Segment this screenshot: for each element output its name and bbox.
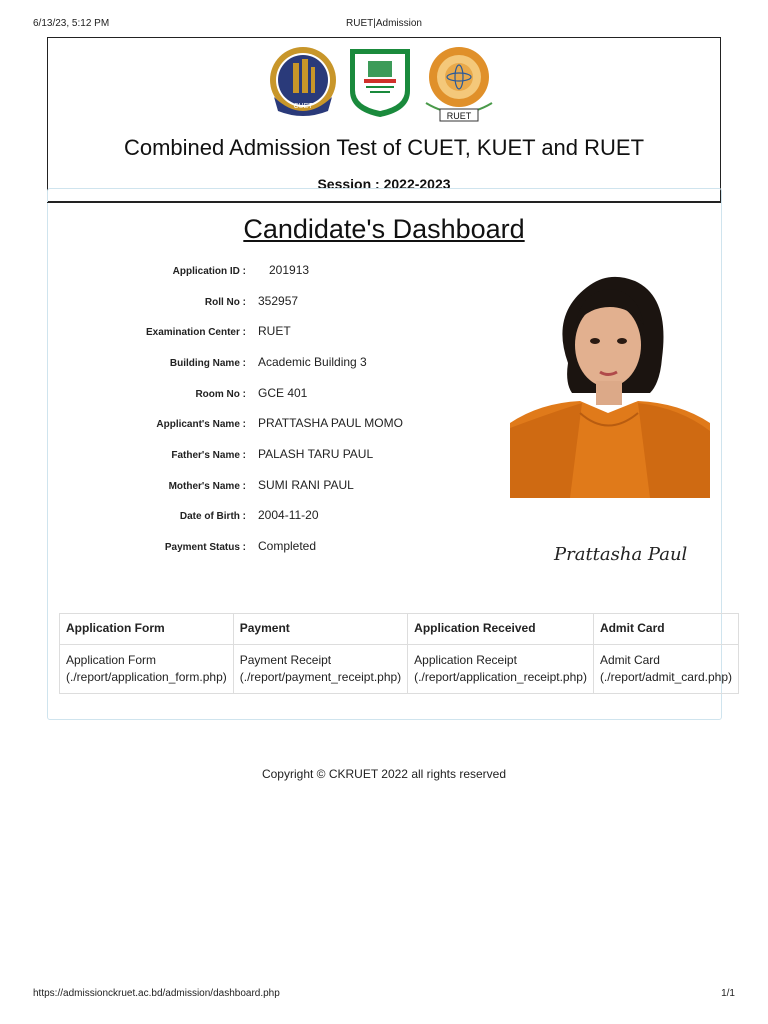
payment-receipt-url: (./report/payment_receipt.php): [239, 670, 402, 684]
applicants-name-label: Applicant's Name :: [156, 419, 246, 430]
fathers-name-value: PALASH TARU PAUL: [258, 447, 374, 461]
page-title: Combined Admission Test of CUET, KUET and RUET: [123, 135, 645, 160]
header-application-received: Application Received: [408, 614, 594, 645]
logo-row: [48, 45, 720, 119]
session-label: Session : 2022-2023: [317, 176, 451, 192]
admission-banner: [47, 37, 721, 202]
admit-card-link[interactable]: Admit Card: [599, 653, 660, 667]
examination-center-value: RUET: [258, 324, 291, 338]
print-footer: [33, 988, 735, 1002]
application-receipt-url: (./report/application_receipt.php): [414, 670, 587, 684]
dashboard-title: Candidate's Dashboard: [243, 214, 525, 244]
payment-status-value: Completed: [258, 539, 317, 553]
payment-receipt-link[interactable]: Payment Receipt: [239, 653, 332, 667]
mothers-name-label: Mother's Name :: [168, 481, 246, 492]
banner-divider: [47, 202, 721, 203]
cuet-logo: [266, 45, 340, 119]
room-no-label: Room No :: [195, 389, 246, 400]
print-title: RUET|Admission: [346, 18, 422, 29]
admit-card-cell[interactable]: [593, 645, 738, 694]
application-form-link[interactable]: Application Form: [66, 653, 157, 667]
signature-text: Prattasha Paul: [554, 544, 688, 565]
application-receipt-link[interactable]: Application Receipt: [414, 653, 517, 667]
fathers-name-label: Father's Name :: [171, 450, 246, 461]
ruet-logo: [420, 45, 498, 125]
print-page-count: 1/1: [721, 988, 735, 999]
applicants-name-value: PRATTASHA PAUL MOMO: [258, 416, 403, 430]
applicant-signature: [548, 530, 688, 580]
cuet-logo-text: CUET: [293, 103, 313, 110]
roll-no-label: Roll No :: [204, 297, 246, 308]
print-date: 6/13/23, 5:12 PM: [33, 18, 110, 29]
header-payment: Payment: [233, 614, 407, 645]
payment-status-label: Payment Status :: [164, 542, 246, 553]
room-no-value: GCE 401: [258, 386, 308, 400]
application-id-value: 201913: [269, 263, 310, 277]
header-admit-card: Admit Card: [593, 614, 738, 645]
documents-table: [59, 613, 739, 694]
payment-receipt-cell[interactable]: [233, 645, 407, 694]
application-form-cell[interactable]: [60, 645, 234, 694]
table-header-row: [60, 614, 739, 645]
building-name-value: Academic Building 3: [258, 355, 367, 369]
ruet-logo-text: RUET: [446, 111, 472, 121]
print-url: https://admissionckruet.ac.bd/admission/dashboard.php: [33, 988, 280, 999]
applicant-photo: [510, 263, 710, 498]
examination-center-label: Examination Center :: [145, 327, 246, 338]
admit-card-url: (./report/admit_card.php): [599, 670, 732, 684]
kuet-logo: [346, 45, 414, 119]
header-application-form: Application Form: [60, 614, 234, 645]
date-of-birth-value: 2004-11-20: [258, 508, 319, 522]
date-of-birth-label: Date of Birth :: [179, 511, 246, 522]
table-row: [60, 645, 739, 694]
roll-no-value: 352957: [258, 294, 299, 308]
building-name-label: Building Name :: [169, 358, 246, 369]
application-form-url: (./report/application_form.php): [66, 670, 227, 684]
application-id-label: Application ID :: [172, 266, 246, 277]
print-header: [33, 18, 735, 32]
mothers-name-value: SUMI RANI PAUL: [258, 478, 354, 492]
application-receipt-cell[interactable]: [408, 645, 594, 694]
copyright-text: Copyright © CKRUET 2022 all rights reserved: [261, 767, 507, 781]
